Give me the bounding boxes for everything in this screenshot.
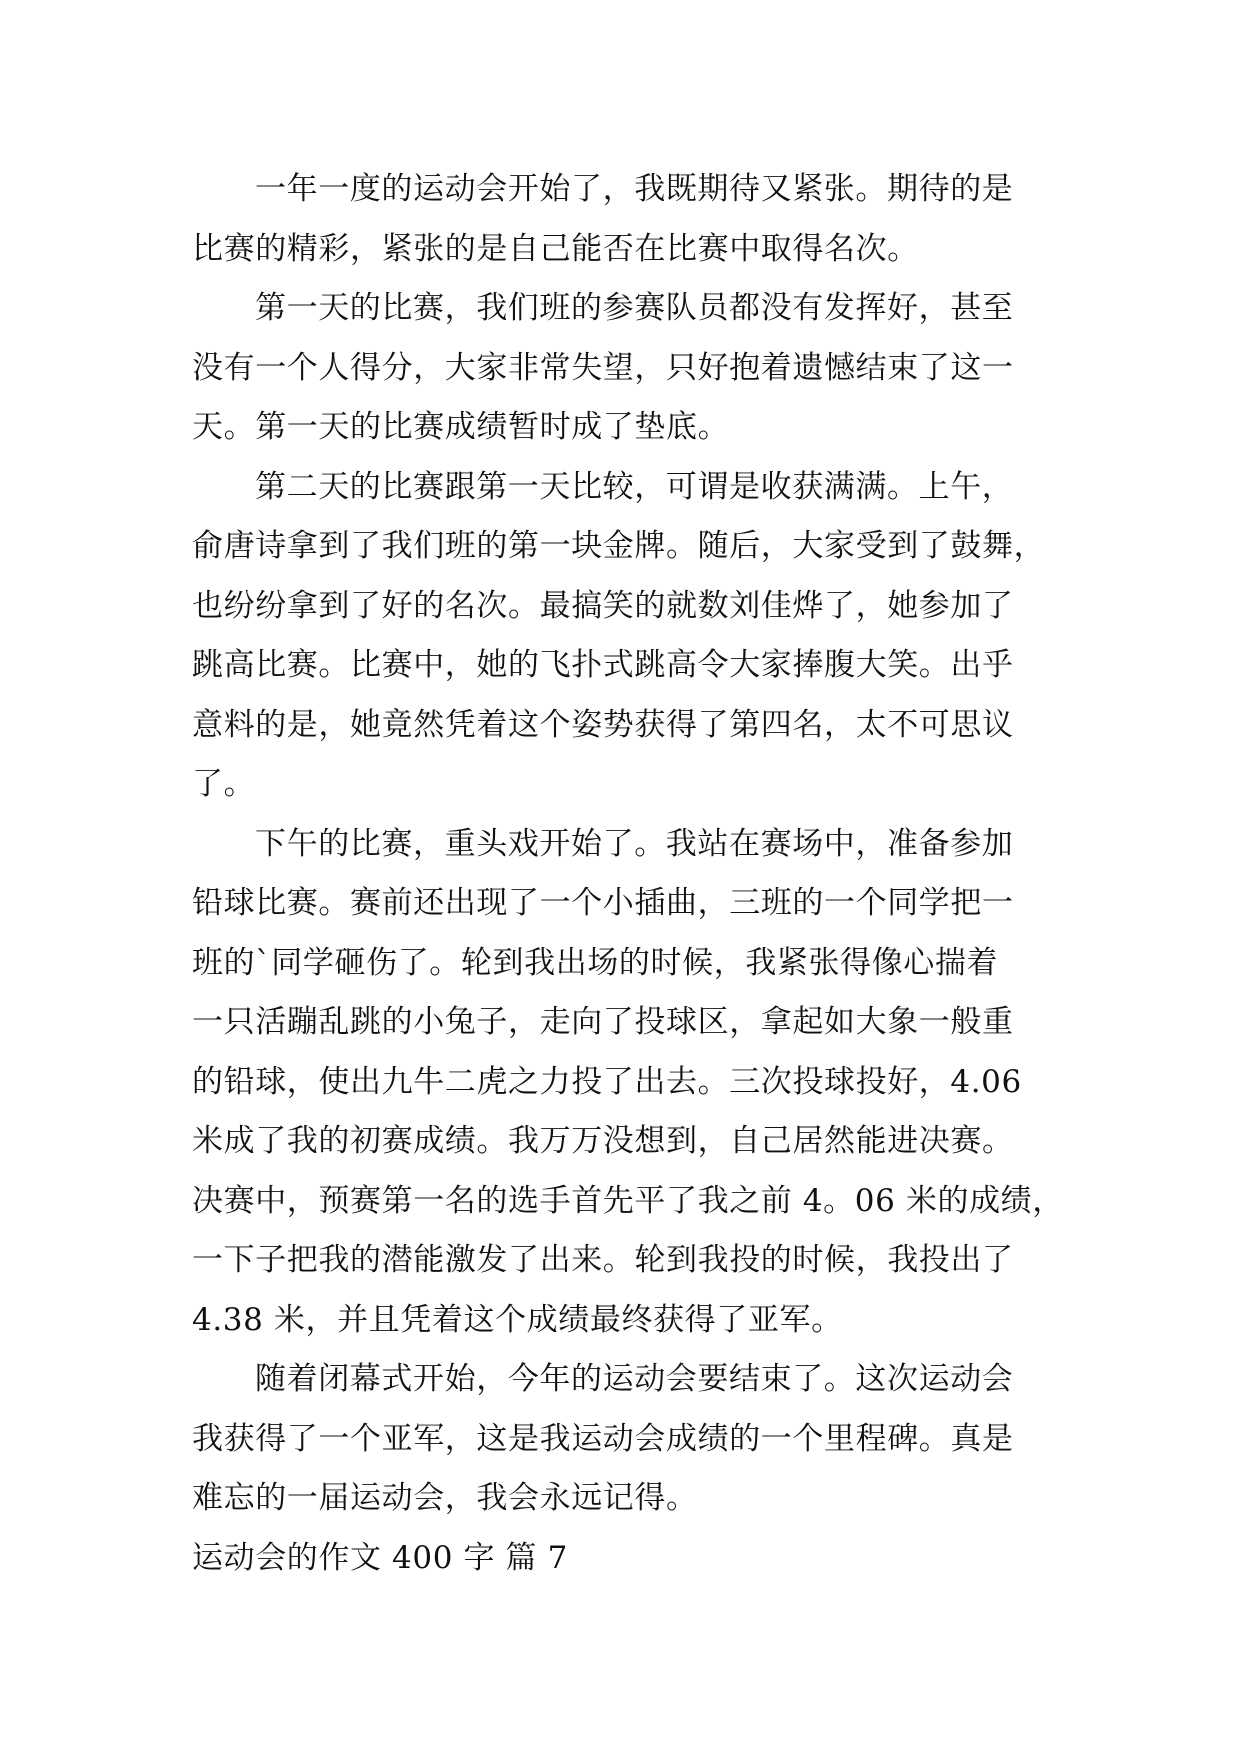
paragraph-1 xyxy=(192,160,1072,279)
text-line: 4.38 米，并且凭着这个成绩最终获得了亚军。 xyxy=(192,1301,843,1338)
paragraph-2 xyxy=(192,279,1072,458)
text-line: 没有一个人得分，大家非常失望，只好抱着遗憾结束了这一 xyxy=(192,349,1014,386)
paragraph-3 xyxy=(192,458,1072,815)
text-line: 第一天的比赛，我们班的参赛队员都没有发挥好，甚至 xyxy=(255,290,1014,326)
text-line: 俞唐诗拿到了我们班的第一块金牌。随后，大家受到了鼓舞， xyxy=(192,528,1046,564)
text-line: 一只活蹦乱跳的小兔子，走向了投球区，拿起如大象一般重 xyxy=(192,1004,1014,1040)
text-line: 也纷纷拿到了好的名次。最搞笑的就数刘佳烨了，她参加了 xyxy=(192,587,1014,624)
text-line: 下午的比赛，重头戏开始了。我站在赛场中，准备参加 xyxy=(255,825,1014,862)
essay-body xyxy=(192,160,1072,1588)
text-line: 难忘的一届运动会，我会永远记得。 xyxy=(192,1480,698,1516)
text-line: 了。 xyxy=(192,766,256,802)
paragraph-4 xyxy=(192,815,1072,1351)
text-line: 比赛的精彩，紧张的是自己能否在比赛中取得名次。 xyxy=(192,230,919,267)
text-line: 天。第一天的比赛成绩暂时成了垫底。 xyxy=(192,409,730,445)
text-line: 随着闭幕式开始，今年的运动会要结束了。这次运动会 xyxy=(255,1361,1014,1397)
paragraph-5 xyxy=(192,1350,1072,1529)
text-line: 第二天的比赛跟第一天比较，可谓是收获满满。上午， xyxy=(255,468,1014,505)
next-essay-heading: 运动会的作文 400 字 篇 7 xyxy=(192,1539,568,1576)
text-line: 一年一度的运动会开始了，我既期待又紧张。期待的是 xyxy=(255,171,1014,207)
text-line: 铅球比赛。赛前还出现了一个小插曲，三班的一个同学把一 xyxy=(192,885,1014,921)
text-line: 决赛中，预赛第一名的选手首先平了我之前 4。06 米的成绩， xyxy=(192,1182,1064,1219)
text-line: 米成了我的初赛成绩。我万万没想到，自己居然能进决赛。 xyxy=(192,1123,1014,1159)
text-line: 我获得了一个亚军，这是我运动会成绩的一个里程碑。真是 xyxy=(192,1420,1014,1457)
text-line: 意料的是，她竟然凭着这个姿势获得了第四名，太不可思议 xyxy=(192,706,1014,743)
text-line: 跳高比赛。比赛中，她的飞扑式跳高令大家捧腹大笑。出乎 xyxy=(192,647,1014,683)
text-line: 班的`同学砸伤了。轮到我出场的时候，我紧张得像心揣着 xyxy=(192,944,999,981)
text-line: 的铅球，使出九牛二虎之力投了出去。三次投球投好，4.06 xyxy=(192,1063,1022,1100)
text-line: 一下子把我的潜能激发了出来。轮到我投的时候，我投出了 xyxy=(192,1242,1014,1278)
